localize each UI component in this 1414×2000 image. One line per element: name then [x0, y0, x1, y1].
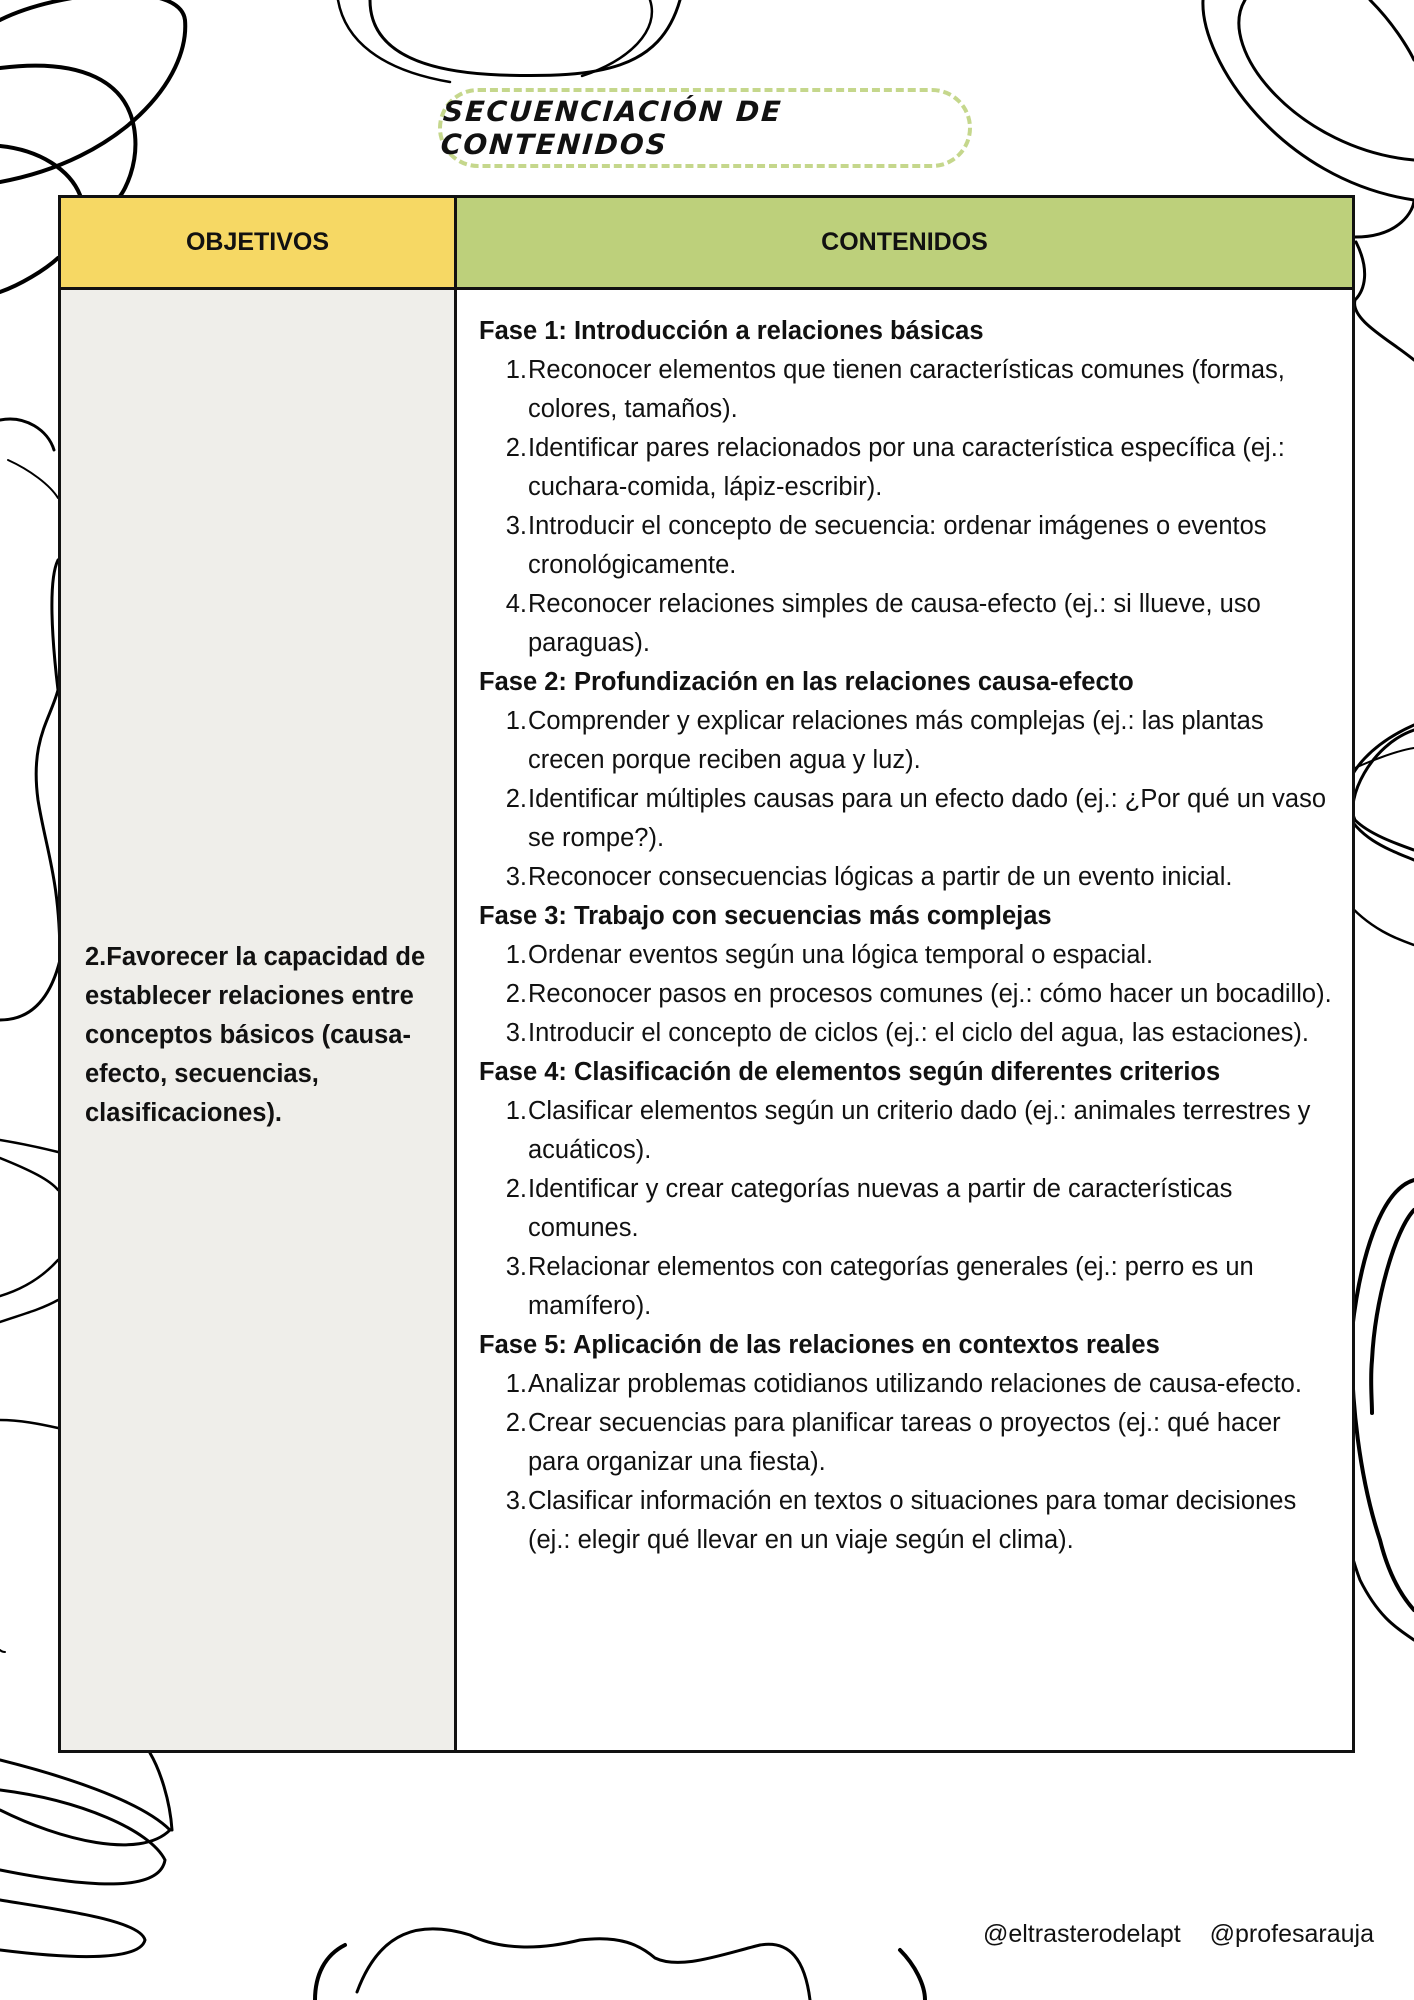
phase-item-list: [479, 351, 1332, 663]
phase-item-list: [479, 1092, 1332, 1326]
phase-section: [479, 1326, 1332, 1560]
phase-item: [479, 585, 1332, 663]
item-text: Clasificar elementos según un criterio dado (ej.: animales terrestres y acuáticos).: [528, 1097, 1311, 1164]
phase-section: [479, 312, 1332, 663]
page-title-badge: [438, 88, 972, 168]
phase-item-list: [479, 1365, 1332, 1560]
page-title: SECUENCIACIÓN DE CONTENIDOS: [439, 95, 784, 161]
scribble-left-2: [8, 460, 58, 498]
item-text: Reconocer elementos que tienen características comunes (formas, colores, tamaños).: [528, 356, 1285, 423]
item-number: 3.: [505, 1253, 527, 1281]
contenidos-cell: [457, 290, 1352, 1750]
item-number: 3.: [505, 512, 527, 540]
item-number: 1.: [505, 1370, 527, 1398]
scribble-top-right-3: [1370, 0, 1414, 60]
phase-item-list: [479, 702, 1332, 897]
footer-handle: @eltrasterodelapt: [982, 1920, 1181, 1948]
scribble-top-right-1: [1203, 0, 1414, 200]
item-number: 3.: [505, 1487, 527, 1515]
item-text: Reconocer consecuencias lógicas a partir de un evento inicial.: [528, 863, 1233, 891]
phase-item: [479, 936, 1332, 975]
scribble-top-right-4: [1355, 200, 1414, 360]
item-number: 1.: [505, 941, 527, 969]
phase-item: [479, 1170, 1332, 1248]
phase-section: [479, 663, 1332, 897]
header-objetivos: OBJETIVOS: [61, 198, 457, 290]
phase-item: [479, 1014, 1332, 1053]
item-number: 1.: [505, 1097, 527, 1125]
phase-title: Fase 4: Clasificación de elementos según diferentes criterios: [479, 1058, 1221, 1086]
item-number: 4.: [505, 590, 527, 618]
phase-item: [479, 429, 1332, 507]
objetivo-text: 2.Favorecer la capacidad de establecer relaciones entre conceptos básicos (causa-efecto, secuencias, clasificaciones).: [85, 942, 426, 1127]
item-text: Identificar pares relacionados por una característica específica (ej.: cuchara-comida, lápiz-escribir).: [528, 434, 1285, 501]
item-number: 2.: [505, 1175, 527, 1203]
scribble-top-left-4: [0, 258, 58, 292]
item-text: Relacionar elementos con categorías generales (ej.: perro es un mamífero).: [528, 1253, 1254, 1320]
content-sequencing-table: [58, 195, 1355, 1753]
item-text: Introducir el concepto de ciclos (ej.: el ciclo del agua, las estaciones).: [528, 1019, 1309, 1047]
item-text: Reconocer relaciones simples de causa-efecto (ej.: si llueve, uso paraguas).: [528, 590, 1261, 657]
scribble-right-5: [1352, 1180, 1414, 1610]
footer-handle: @profesarauja: [1209, 1920, 1374, 1948]
item-text: Identificar y crear categorías nuevas a partir de características comunes.: [528, 1175, 1233, 1242]
item-text: Comprender y explicar relaciones más complejas (ej.: las plantas crecen porque reciben agua y luz).: [528, 707, 1264, 774]
scribble-bottom-3: [900, 1950, 925, 2000]
item-text: Crear secuencias para planificar tareas o proyectos (ej.: qué hacer para organizar una fiesta).: [528, 1409, 1281, 1476]
phase-item: [479, 1365, 1332, 1404]
phase-item: [479, 702, 1332, 780]
scribble-left-6: [0, 1753, 172, 1957]
phase-item-list: [479, 936, 1332, 1053]
phase-title: Fase 2: Profundización en las relaciones causa-efecto: [479, 668, 1134, 696]
item-text: Identificar múltiples causas para un efecto dado (ej.: ¿Por qué un vaso se rompe?).: [528, 785, 1327, 852]
scribble-top-right-2: [1239, 0, 1414, 160]
scribble-top-center-1: [338, 0, 450, 82]
item-number: 3.: [505, 863, 527, 891]
item-number: 1.: [505, 707, 527, 735]
phase-item: [479, 975, 1332, 1014]
scribble-bottom-2: [357, 1929, 810, 2000]
phase-item: [479, 507, 1332, 585]
footer-credits: [961, 1920, 1374, 1949]
scribble-bottom-1: [315, 1945, 345, 2000]
item-text: Reconocer pasos en procesos comunes (ej.: cómo hacer un bocadillo).: [528, 980, 1332, 1008]
item-text: Ordenar eventos según una lógica temporal o espacial.: [528, 941, 1154, 969]
item-number: 1.: [505, 356, 527, 384]
item-text: Introducir el concepto de secuencia: ordenar imágenes o eventos cronológicamente.: [528, 512, 1267, 579]
item-number: 2.: [505, 434, 527, 462]
scribble-left-7: [0, 1650, 5, 1652]
phase-section: [479, 897, 1332, 1053]
phase-title: Fase 3: Trabajo con secuencias más complejas: [479, 902, 1052, 930]
phase-item: [479, 1248, 1332, 1326]
scribble-left-5: [0, 1420, 58, 1428]
scribble-left-4: [0, 1140, 58, 1322]
phase-item: [479, 351, 1332, 429]
scribble-left-1: [0, 419, 54, 450]
phase-item: [479, 780, 1332, 858]
scribble-top-left-1: [0, 0, 185, 182]
item-text: Clasificar información en textos o situaciones para tomar decisiones (ej.: elegir qué llevar en un viaje según el clima).: [528, 1487, 1297, 1554]
phase-item: [479, 858, 1332, 897]
phase-section: [479, 1053, 1332, 1326]
item-number: 3.: [505, 1019, 527, 1047]
item-text: Analizar problemas cotidianos utilizando relaciones de causa-efecto.: [528, 1370, 1302, 1398]
objetivo-cell: [61, 290, 457, 1750]
scribble-top-center-2: [370, 0, 680, 76]
item-number: 2.: [505, 785, 527, 813]
header-contenidos: CONTENIDOS: [457, 198, 1352, 290]
item-number: 2.: [505, 1409, 527, 1437]
phase-item: [479, 1404, 1332, 1482]
phase-item: [479, 1092, 1332, 1170]
phase-item: [479, 1482, 1332, 1560]
scribble-left-3: [0, 560, 60, 1020]
phase-title: Fase 1: Introducción a relaciones básicas: [479, 317, 984, 345]
item-number: 2.: [505, 980, 527, 1008]
phase-title: Fase 5: Aplicación de las relaciones en contextos reales: [479, 1331, 1160, 1359]
